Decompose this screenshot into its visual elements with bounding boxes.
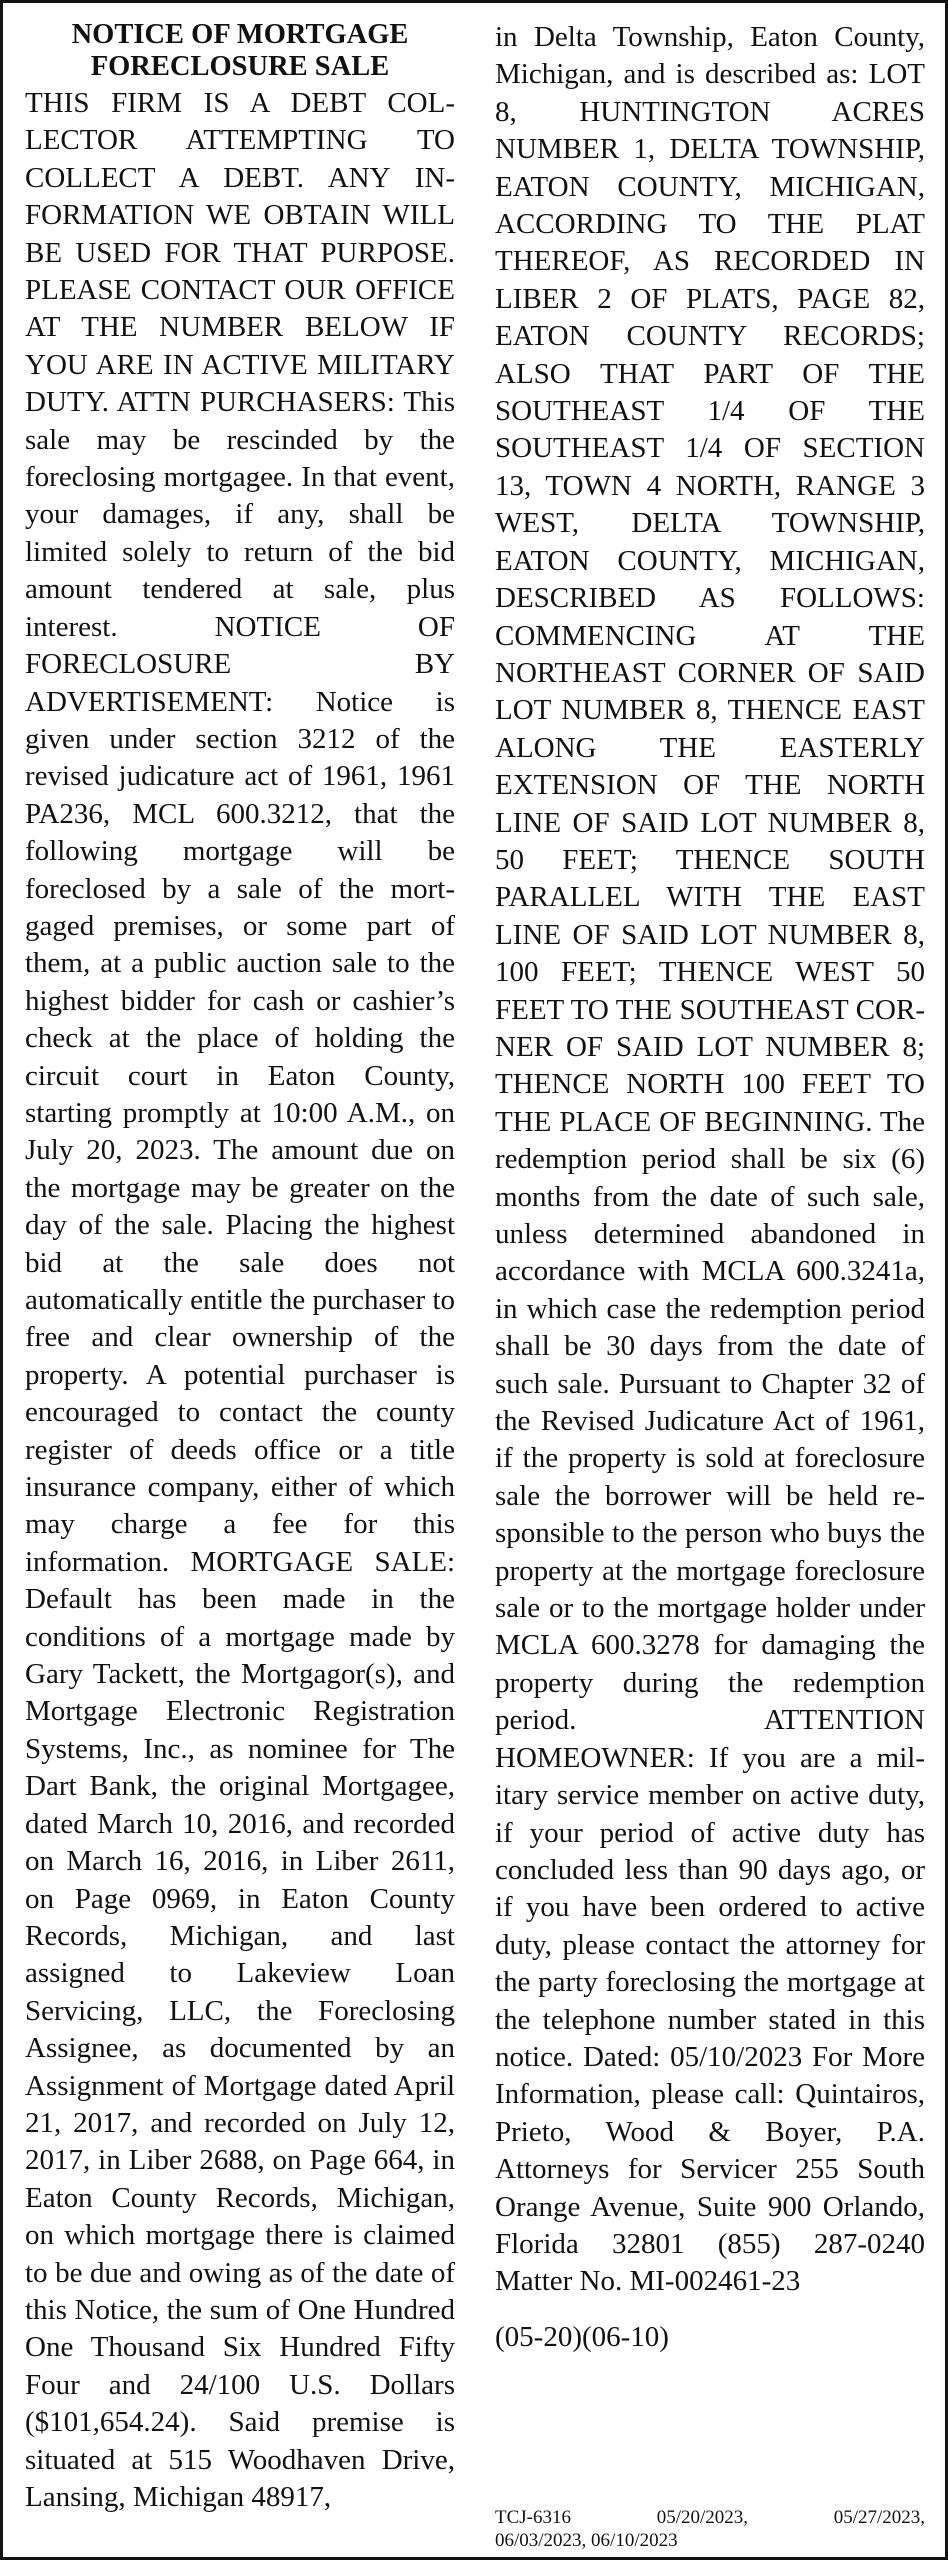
right-column-text: in Delta Township, Eaton County, Michigan, and is described as: LOT 8, HUNTINGTON ACRES NUMBER 1, DELTA TOWNSHIP, EATON COUNTY, MICHIGAN, ACCORDING TO THE PLAT THEREOF, AS RECORDED IN LIBER 2 OF PLATS, PAGE 82, EATON COUNTY RECORDS; ALSO THAT PART OF THE SOUTHEAST 1/4 OF THE SOUTHEAST 1/4 OF SECTION 13, TOWN 4 NORTH, RANGE 3 WEST, DELTA TOWNSHIP, EATON COUNTY, MICHIGAN, DESCRIBED AS FOLLOWS: COMMENCING AT THE NORTHEAST CORNER OF SAID LOT NUMBER 8, THENCE EAST ALONG THE EASTERLY EXTENSION OF THE NORTH LINE OF SAID LOT NUMBER 8, 50 FEET; THENCE SOUTH PARALLEL WITH THE EAST LINE OF SAID LOT NUMBER 8, 100 FEET; THENCE WEST 50 FEET TO THE SOUTHEAST CORNER OF SAID LOT NUMBER 8; THENCE NORTH 100 FEET TO THE PLACE OF BEGINNING. The redemption period shall be six (6) months from the date of such sale, unless determined abandoned in accordance with MCLA 600.3241a, in which case the redemption period shall be 30 days from the date of such sale. Pursuant to Chapter 32 of the Revised Judicature Act of 1961, if the property is sold at foreclosure sale the borrower will be held responsible to the person who buys the property at the mortgage foreclosure sale or to the mortgage holder under MCLA 600.3278 for damaging the property during the redemption period. ATTENTION HOMEOWNER: If you are a military service member on active duty, if your period of active duty has concluded less than 90 days ago, or if you have been ordered to active duty, please contact the attorney for the party foreclosing the mortgage at the telephone number stated in this notice. Dated: 05/10/2023 For More Information, please call: Quintairos, Prieto, Wood & Boyer, P.A. Attorneys for Servicer 255 South Orange Avenue, Suite 900 Orlando, Florida 32801 (855) 287-0240 Matter No. MI-002461-23 bbox=[495, 21, 925, 2298]
right-column bbox=[495, 19, 925, 2356]
footer-reference: TCJ-6316 bbox=[495, 2507, 571, 2528]
run-dates: (05-20)(06-10) bbox=[495, 2320, 669, 2353]
left-column bbox=[25, 19, 455, 2516]
footer-line-1 bbox=[495, 2506, 925, 2529]
footer-date-1: 05/20/2023, bbox=[656, 2507, 748, 2528]
notice-title: NOTICE OF MORTGAGE FORECLOSURE SALE bbox=[71, 19, 409, 82]
footer-line-2: 06/03/2023, 06/10/2023 bbox=[495, 2530, 678, 2551]
left-column-text: THIS FIRM IS A DEBT COLLECTOR ATTEMPTING TO COLLECT A DEBT. ANY INFORMATION WE OBTAIN WILL BE USED FOR THAT PURPOSE. PLEASE CONTACT OUR OFFICE AT THE NUMBER BELOW IF YOU ARE IN ACTIVE MILITARY DUTY. ATTN PURCHASERS: This sale may be rescinded by the foreclosing mortgagee. In that event, your damages, if any, shall be limited solely to return of the bid amount tendered at sale, plus interest. NOTICE OF FORECLOSURE BY ADVERTISEMENT: Notice is given under section 3212 of the revised judicature act of 1961, 1961 PA236, MCL 600.3212, that the following mortgage will be foreclosed by a sale of the mortgaged premises, or some part of them, at a public auction sale to the highest bidder for cash or cashier’s check at the place of holding the circuit court in Eaton County, starting promptly at 10:00 A.M., on July 20, 2023. The amount due on the mortgage may be greater on the day of the sale. Placing the highest bid at the sale does not automatically entitle the purchaser to free and clear ownership of the property. A potential purchaser is encouraged to contact the county register of deeds office or a title insurance company, either of which may charge a fee for this information. MORTGAGE SALE: Default has been made in the conditions of a mortgage made by Gary Tackett, the Mortgagor(s), and Mortgage Electronic Registration Systems, Inc., as nominee for The Dart Bank, the original Mortgagee, dated March 10, 2016, and recorded on March 16, 2016, in Liber 2611, on Page 0969, in Eaton County Records, Michigan, and last assigned to Lakeview Loan Servicing, LLC, the Foreclosing Assignee, as documented by an Assignment of Mortgage dated April 21, 2017, and recorded on July 12, 2017, in Liber 2688, on Page 664, in Eaton County Records, Michigan, on which mortgage there is claimed to be due and owing as of the date of this Notice, the sum of One Hundred One Thousand Six Hundred Fifty Four and 24/100 U.S. Dollars ($101,654.24). Said premise is situated at 515 Woodhaven Drive, Lansing, Michigan 48917, bbox=[25, 87, 456, 2513]
footer-date-2: 05/27/2023, bbox=[833, 2507, 925, 2528]
publication-footer bbox=[495, 2506, 925, 2552]
